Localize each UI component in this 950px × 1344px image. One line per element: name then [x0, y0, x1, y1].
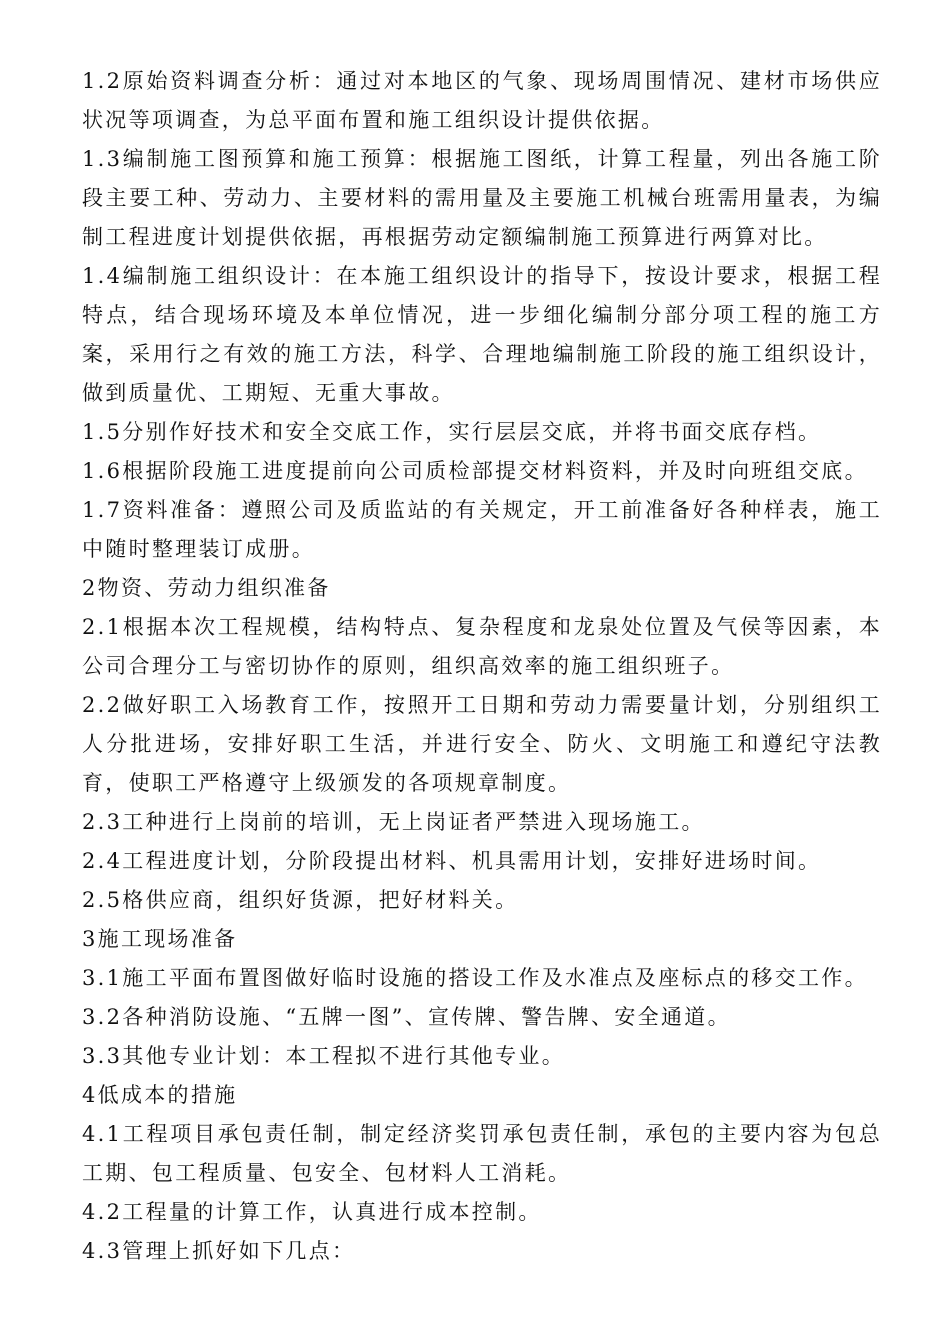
- paragraph-1-7-document-prep: 1.7资料准备：遵照公司及质监站的有关规定，开工前准备好各种样表，施工中随时整理装订成册。: [82, 498, 882, 561]
- document-body: [82, 62, 882, 1271]
- paragraph-2-5-suppliers: 2.5格供应商，组织好货源，把好材料关。: [82, 888, 519, 912]
- paragraph-1-3-budget: 1.3编制施工图预算和施工预算：根据施工图纸，计算工程量，列出各施工阶段主要工种、劳动力、主要材料的需用量及主要施工机械台班需用量表，为编制工程进度计划提供依据，再根据劳动定额编制施工预算进行两算对比。: [82, 147, 882, 249]
- paragraph-3-1-site-layout: 3.1施工平面布置图做好临时设施的搭设工作及水准点及座标点的移交工作。: [82, 966, 868, 990]
- paragraph-2-3-training: 2.3工种进行上岗前的培训，无上岗证者严禁进入现场施工。: [82, 810, 705, 834]
- paragraph-1-2-data-survey: 1.2原始资料调查分析：通过对本地区的气象、现场周围情况、建材市场供应状况等项调查，为总平面布置和施工组织设计提供依据。: [82, 69, 882, 132]
- paragraph-1-5-safety-briefing: 1.5分别作好技术和安全交底工作，实行层层交底，并将书面交底存档。: [82, 420, 822, 444]
- paragraph-1-4-construction-design: 1.4编制施工组织设计：在本施工组织设计的指导下，按设计要求，根据工程特点，结合现场环境及本单位情况，进一步细化编制分部分项工程的施工方案，采用行之有效的施工方法，科学、合理地编制施工阶段的施工组织设计，做到质量优、工期短、无重大事故。: [82, 264, 882, 405]
- heading-4-cost-reduction: 4低成本的措施: [82, 1083, 238, 1107]
- paragraph-4-1-responsibility: 4.1工程项目承包责任制，制定经济奖罚承包责任制，承包的主要内容为包总工期、包工程质量、包安全、包材料人工消耗。: [82, 1122, 882, 1185]
- heading-2-materials-labor: 2物资、劳动力组织准备: [82, 576, 331, 600]
- paragraph-2-2-staff-education: 2.2做好职工入场教育工作，按照开工日期和劳动力需要量计划，分别组织工人分批进场，安排好职工生活，并进行安全、防火、文明施工和遵纪守法教育，使职工严格遵守上级颁发的各项规章制度。: [82, 693, 882, 795]
- paragraph-2-1-team-organization: 2.1根据本次工程规模，结构特点、复杂程度和龙泉处位置及气侯等因素，本公司合理分工与密切协作的原则，组织高效率的施工组织班子。: [82, 615, 882, 678]
- paragraph-2-4-schedule: 2.4工程进度计划，分阶段提出材料、机具需用计划，安排好进场时间。: [82, 849, 822, 873]
- paragraph-3-3-other-plans: 3.3其他专业计划：本工程拟不进行其他专业。: [82, 1044, 565, 1068]
- paragraph-4-2-cost-control: 4.2工程量的计算工作，认真进行成本控制。: [82, 1200, 542, 1224]
- heading-3-site-preparation: 3施工现场准备: [82, 927, 238, 951]
- paragraph-1-6-progress-submission: 1.6根据阶段施工进度提前向公司质检部提交材料资料，并及时向班组交底。: [82, 459, 868, 483]
- paragraph-4-3-management: 4.3管理上抓好如下几点：: [82, 1239, 356, 1263]
- paragraph-3-2-fire-safety: 3.2各种消防设施、“五牌一图”、宣传牌、警告牌、安全通道。: [82, 1005, 731, 1029]
